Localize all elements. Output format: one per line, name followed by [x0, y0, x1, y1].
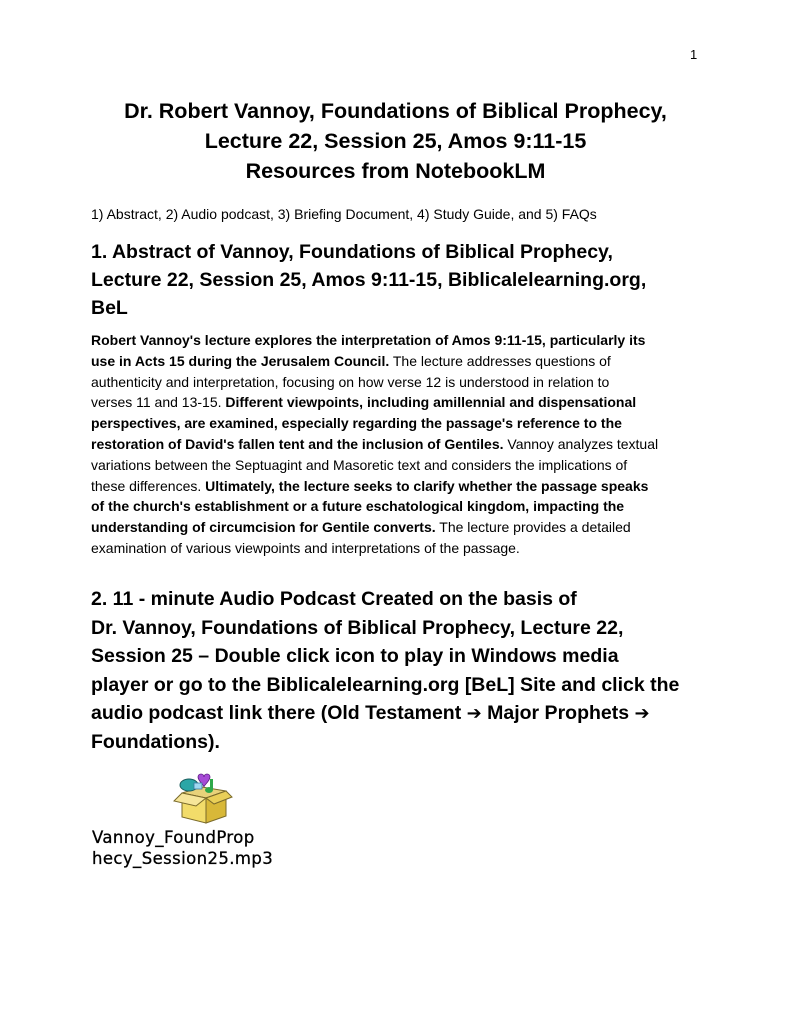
abstract-line [91, 455, 711, 476]
podcast-heading-line-3: Session 25 – Double click icon to play in Windows media [91, 645, 619, 667]
abstract-heading-line-3: BeL [91, 297, 128, 319]
podcast-path-text: Major Prophets [481, 702, 635, 724]
page-number: 1 [690, 47, 698, 62]
abstract-text: variations between the Septuagint and Masoretic text and considers the implications of [91, 456, 628, 473]
package-icon[interactable] [172, 773, 234, 825]
attachment-filename[interactable] [92, 827, 332, 869]
abstract-body [91, 330, 711, 559]
abstract-text: verses 11 and 13-15. [91, 394, 226, 411]
title-line-2: Lecture 22, Session 25, Amos 9:11-15 [204, 129, 587, 153]
abstract-bold-text: of the church's establishment or a future eschatological kingdom, impacting the [91, 498, 625, 515]
abstract-line [91, 517, 711, 538]
abstract-bold-text: Different viewpoints, including amillennial and dispensational [225, 394, 637, 411]
abstract-line [91, 330, 711, 351]
abstract-text: authenticity and interpretation, focusing on how verse 12 is understood in relation to [91, 373, 610, 390]
abstract-text: The lecture addresses questions of [389, 352, 611, 369]
abstract-line [91, 496, 711, 517]
abstract-bold-text: Robert Vannoy's lecture explores the interpretation of Amos 9:11-15, particularly its [91, 332, 646, 348]
abstract-bold-text: restoration of David's fallen tent and the inclusion of Gentiles. [91, 435, 504, 452]
podcast-path-text: audio podcast link there (Old Testament [91, 702, 467, 724]
podcast-heading-line-6: Foundations). [91, 730, 220, 753]
abstract-line [91, 434, 711, 455]
filename-line-1: Vannoy_FoundProp [92, 828, 255, 847]
abstract-heading-line-1: 1. Abstract of Vannoy, Foundations of Biblical Prophecy, [91, 241, 613, 263]
title-line-1: Dr. Robert Vannoy, Foundations of Biblical Prophecy, [124, 99, 667, 123]
podcast-heading-line-2: Dr. Vannoy, Foundations of Biblical Prophecy, Lecture 22, [91, 616, 624, 639]
arrow-right-icon: ➔ [466, 703, 482, 723]
podcast-heading-line-4: player or go to the Biblicalelearning.org [BeL] Site and click the [91, 673, 680, 696]
abstract-text: these differences. [91, 477, 206, 494]
abstract-line [91, 392, 711, 413]
filename-line-2: hecy_Session25.mp3 [92, 849, 274, 868]
contents-line: 1) Abstract, 2) Audio podcast, 3) Briefing Document, 4) Study Guide, and 5) FAQs [91, 206, 597, 222]
document-title [60, 96, 731, 186]
abstract-line [91, 476, 711, 497]
abstract-text: examination of various viewpoints and interpretations of the passage. [91, 539, 520, 556]
podcast-heading-line-1: 2. 11 - minute Audio Podcast Created on the basis of [91, 588, 577, 610]
podcast-heading-line-5 [91, 699, 716, 728]
abstract-bold-text: understanding of circumcision for Gentile converts. [91, 519, 436, 536]
abstract-text: The lecture provides a detailed [435, 519, 631, 536]
abstract-heading-line-2: Lecture 22, Session 25, Amos 9:11-15, Biblicalelearning.org, [91, 269, 647, 291]
title-line-3: Resources from NotebookLM [245, 159, 546, 183]
abstract-line [91, 413, 711, 434]
podcast-heading [91, 585, 716, 756]
abstract-line [91, 538, 711, 559]
arrow-right-icon: ➔ [634, 703, 650, 723]
abstract-bold-text: perspectives, are examined, especially regarding the passage's reference to the [91, 415, 622, 432]
abstract-line [91, 351, 711, 372]
abstract-bold-text: use in Acts 15 during the Jerusalem Council. [91, 352, 390, 369]
abstract-text: Vannoy analyzes textual [503, 435, 659, 452]
abstract-heading [91, 238, 716, 322]
abstract-bold-text: Ultimately, the lecture seeks to clarify whether the passage speaks [205, 477, 649, 494]
abstract-line [91, 372, 711, 393]
